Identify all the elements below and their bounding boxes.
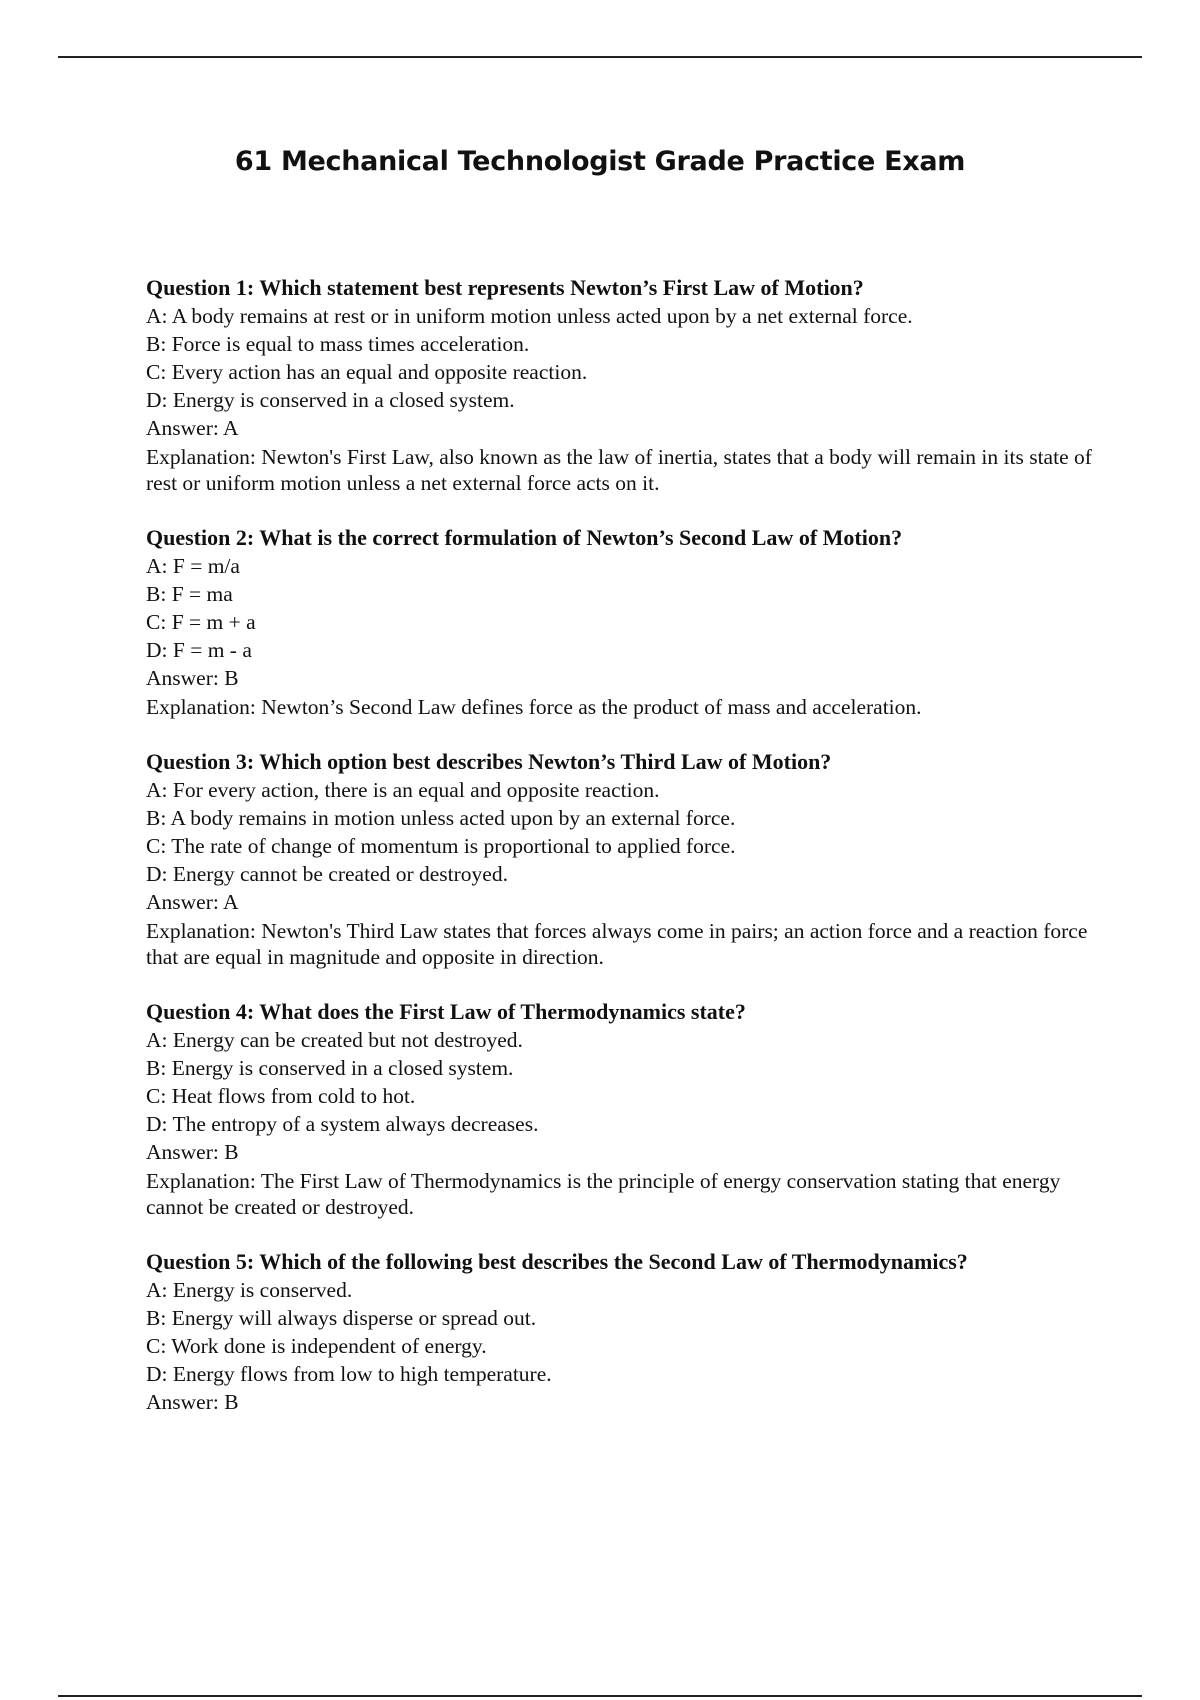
option-b: B: F = ma bbox=[146, 582, 233, 606]
question-block-1 bbox=[146, 274, 1096, 496]
answer-line: Answer: B bbox=[146, 1140, 239, 1164]
question-stem: Question 5: Which of the following best describes the Second Law of Thermodynamics? bbox=[146, 1249, 968, 1274]
answer-line: Answer: B bbox=[146, 666, 239, 690]
explanation: Explanation: The First Law of Thermodynamics is the principle of energy conservation stating that energy cannot be created or destroyed. bbox=[146, 1169, 1061, 1219]
question-list bbox=[146, 274, 1096, 1444]
question-block-3 bbox=[146, 748, 1096, 970]
option-b: B: Energy is conserved in a closed system. bbox=[146, 1056, 514, 1080]
explanation: Explanation: Newton’s Second Law defines force as the product of mass and acceleration. bbox=[146, 695, 922, 719]
option-a: A: Energy is conserved. bbox=[146, 1278, 353, 1302]
question-stem: Question 1: Which statement best represents Newton’s First Law of Motion? bbox=[146, 275, 864, 300]
option-b: B: Force is equal to mass times acceleration. bbox=[146, 332, 530, 356]
option-d: D: F = m - a bbox=[146, 638, 252, 662]
option-b: B: A body remains in motion unless acted upon by an external force. bbox=[146, 806, 736, 830]
answer-line: Answer: A bbox=[146, 416, 239, 440]
question-stem: Question 3: Which option best describes Newton’s Third Law of Motion? bbox=[146, 749, 832, 774]
option-c: C: Work done is independent of energy. bbox=[146, 1334, 487, 1358]
option-a: A: Energy can be created but not destroyed. bbox=[146, 1028, 523, 1052]
option-c: C: The rate of change of momentum is proportional to applied force. bbox=[146, 834, 736, 858]
option-d: D: Energy cannot be created or destroyed. bbox=[146, 862, 508, 886]
option-d: D: The entropy of a system always decreases. bbox=[146, 1112, 539, 1136]
question-stem: Question 2: What is the correct formulation of Newton’s Second Law of Motion? bbox=[146, 525, 903, 550]
explanation: Explanation: Newton's First Law, also known as the law of inertia, states that a body will remain in its state of rest or uniform motion unless a net external force acts on it. bbox=[146, 445, 1092, 495]
question-block-4 bbox=[146, 998, 1096, 1220]
option-a: A: F = m/a bbox=[146, 554, 240, 578]
option-a: A: A body remains at rest or in uniform motion unless acted upon by a net external force. bbox=[146, 304, 913, 328]
option-c: C: Every action has an equal and opposite reaction. bbox=[146, 360, 588, 384]
option-c: C: Heat flows from cold to hot. bbox=[146, 1084, 416, 1108]
top-divider bbox=[58, 56, 1142, 58]
question-stem: Question 4: What does the First Law of Thermodynamics state? bbox=[146, 999, 746, 1024]
question-block-2 bbox=[146, 524, 1096, 720]
answer-line: Answer: A bbox=[146, 890, 239, 914]
document-title: 61 Mechanical Technologist Grade Practice Exam bbox=[234, 146, 966, 177]
explanation: Explanation: Newton's Third Law states that forces always come in pairs; an action force and a reaction force that are equal in magnitude and opposite in direction. bbox=[146, 919, 1088, 969]
bottom-divider bbox=[58, 1695, 1142, 1697]
option-d: D: Energy flows from low to high temperature. bbox=[146, 1362, 552, 1386]
option-b: B: Energy will always disperse or spread out. bbox=[146, 1306, 537, 1330]
answer-line: Answer: B bbox=[146, 1390, 239, 1414]
option-a: A: For every action, there is an equal and opposite reaction. bbox=[146, 778, 660, 802]
option-d: D: Energy is conserved in a closed system. bbox=[146, 388, 515, 412]
question-block-5 bbox=[146, 1248, 1096, 1416]
option-c: C: F = m + a bbox=[146, 610, 256, 634]
